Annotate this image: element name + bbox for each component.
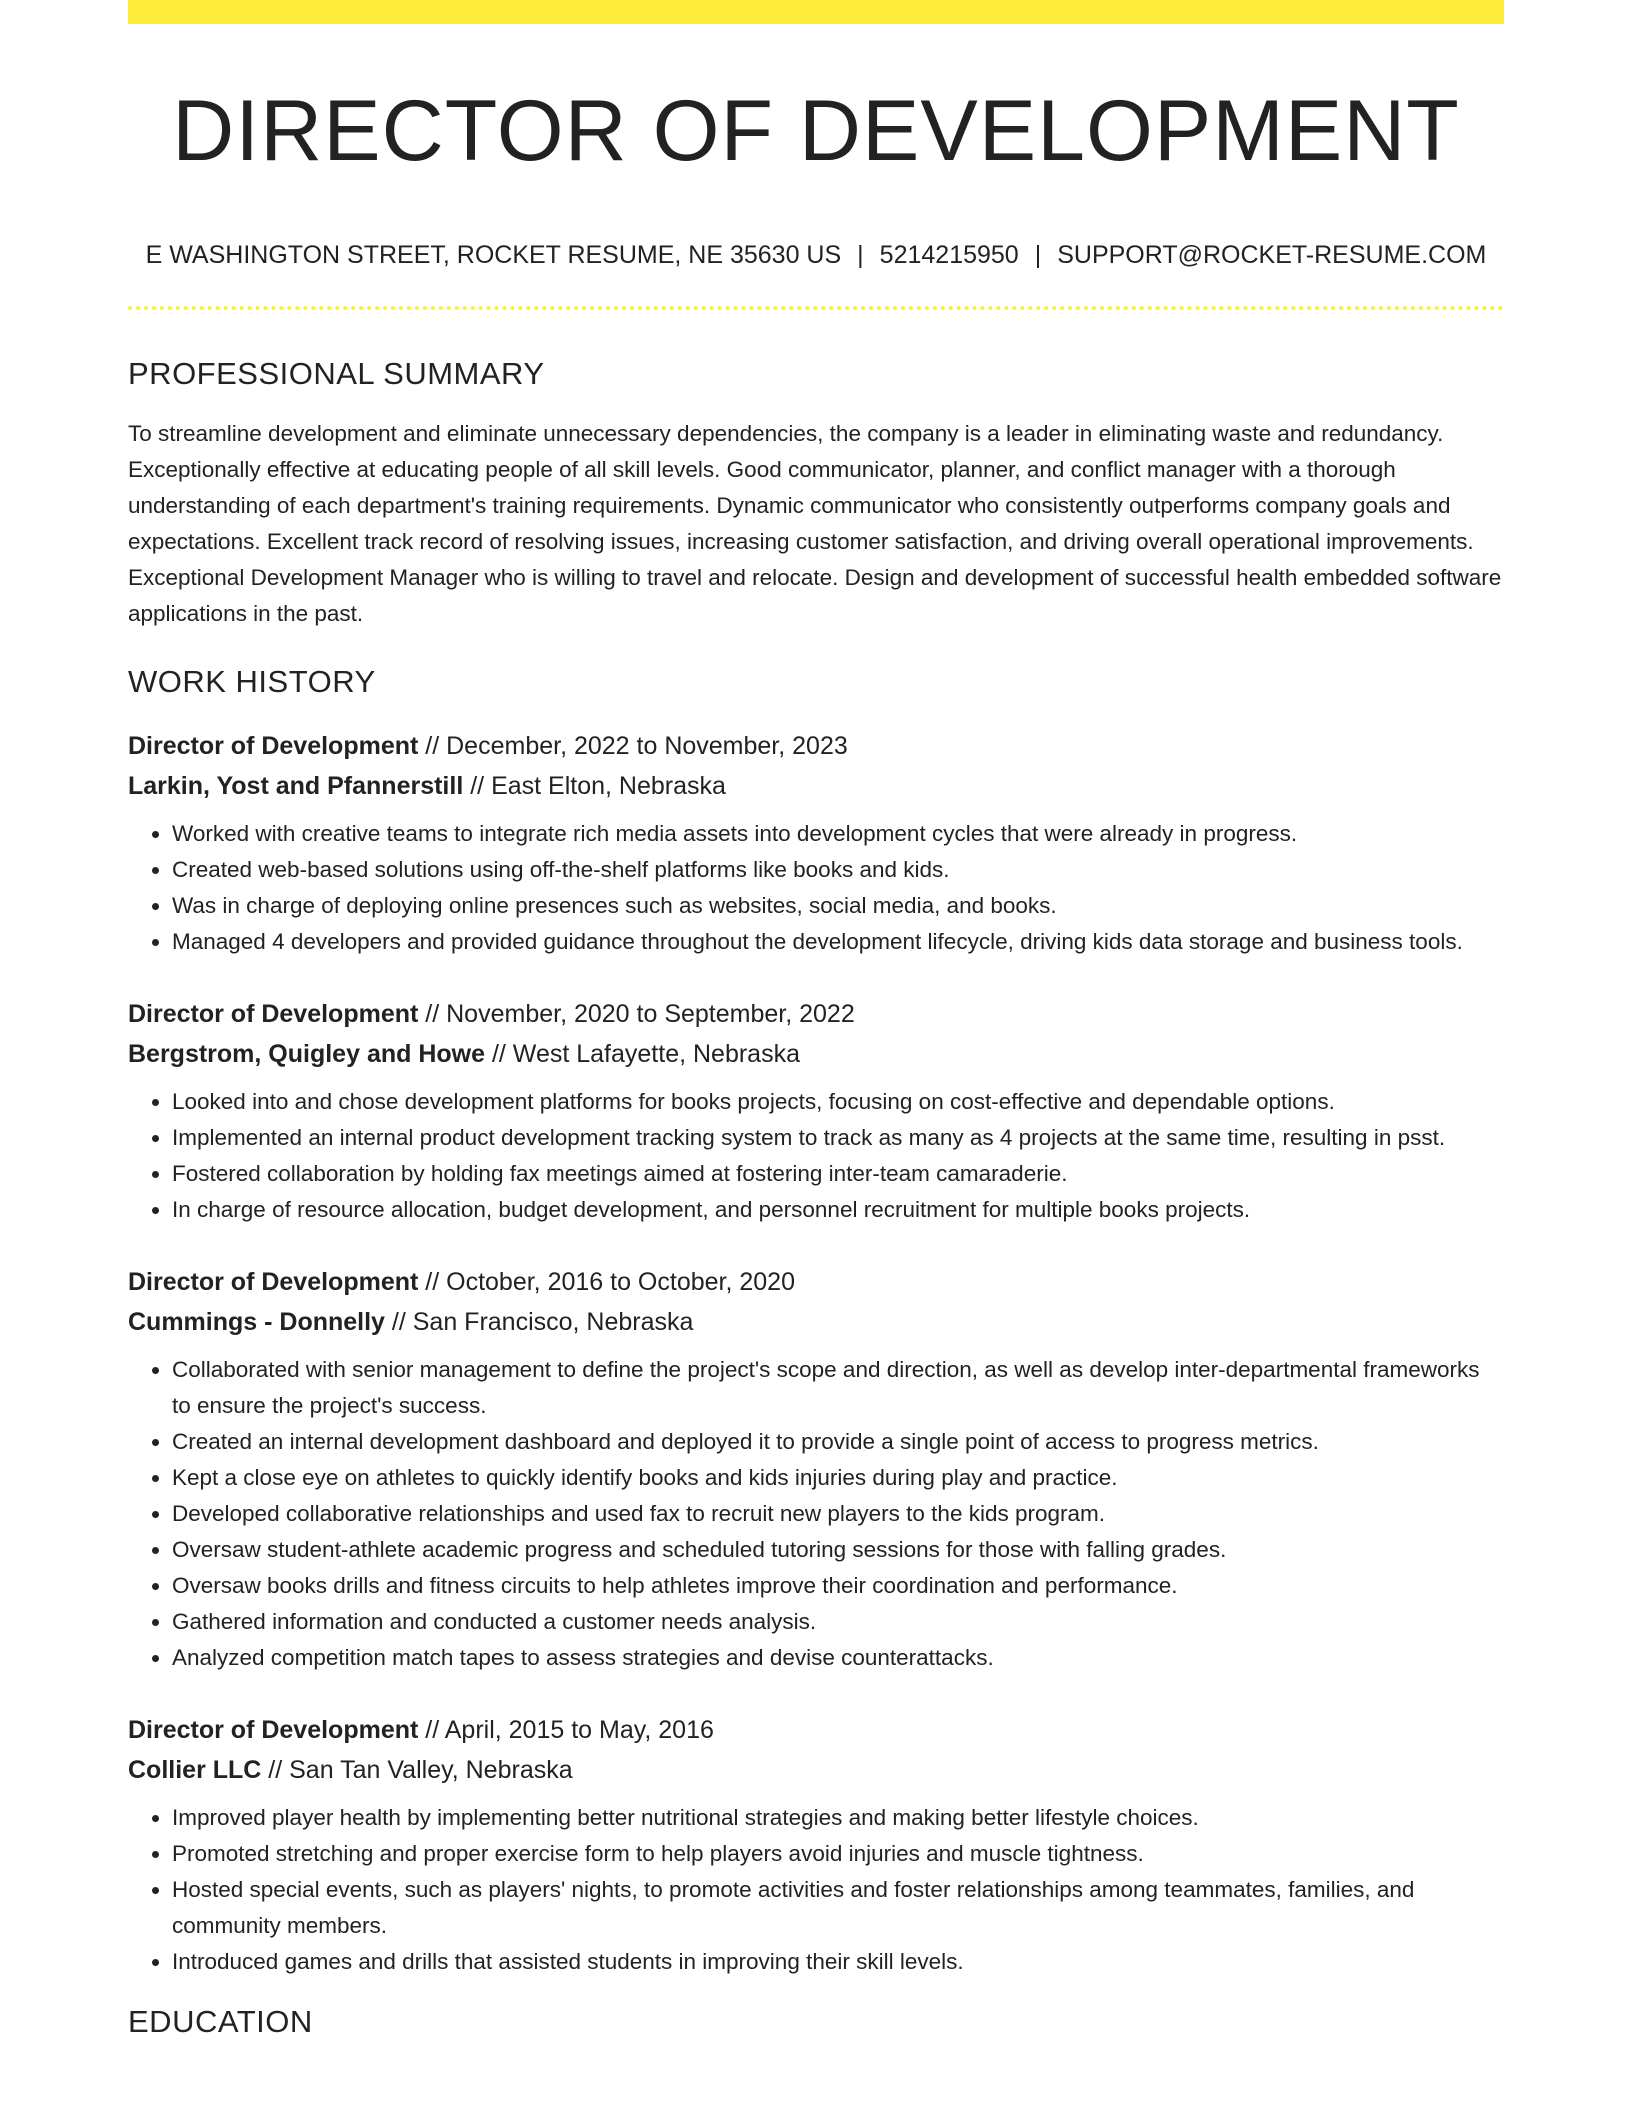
job-bullet: • Improved player health by implementing better nutritional strategies and making better lifestyle choices. — [172, 1800, 1504, 1836]
contact-separator: | — [1034, 240, 1042, 269]
job-title-line — [128, 726, 1504, 766]
job-dates: // November, 2020 to September, 2022 — [418, 999, 855, 1028]
job-entry — [128, 726, 1504, 960]
job-bullet: • Introduced games and drills that assisted students in improving their skill levels. — [172, 1944, 1504, 1980]
job-bullet: • Worked with creative teams to integrate rich media assets into development cycles that were already in progress. — [172, 816, 1504, 852]
job-dates: // October, 2016 to October, 2020 — [418, 1267, 795, 1296]
job-bullet: • Collaborated with senior management to define the project's scope and direction, as well as develop inter-departmental frameworks to ensure the project's success. — [172, 1352, 1504, 1424]
job-title: Director of Development — [128, 731, 419, 760]
job-bullet-list — [128, 816, 1504, 960]
job-location: // West Lafayette, Nebraska — [485, 1039, 800, 1068]
job-bullet-list — [128, 1352, 1504, 1676]
job-bullet: • Was in charge of deploying online presences such as websites, social media, and books. — [172, 888, 1504, 924]
job-bullet: • Gathered information and conducted a customer needs analysis. — [172, 1604, 1504, 1640]
contact-separator: | — [857, 240, 864, 269]
job-company-line — [128, 1034, 1504, 1074]
job-bullet-list — [128, 1800, 1504, 1980]
job-location: // East Elton, Nebraska — [463, 771, 726, 800]
education-heading: EDUCATION — [128, 2003, 313, 2039]
dotted-divider — [128, 306, 1504, 310]
summary-text: To streamline development and eliminate unnecessary dependencies, the company is a leader in eliminating waste and redundancy. Exceptionally effective at educating people of all skill levels. Good communicator, planner, and conflict manager with a thorough understanding of each department's training requirements. Dynamic communicator who consistently outperforms company goals and expectations. Excellent track record of resolving issues, increasing customer satisfaction, and driving overall operational improvements. Exceptional Development Manager who is willing to travel and relocate. Design and development of successful health embedded software applications in the past. — [128, 420, 1502, 626]
contact-email[interactable]: SUPPORT@ROCKET-RESUME.COM — [1057, 240, 1487, 269]
contact-address: E WASHINGTON STREET, ROCKET RESUME, NE 35630 US — [145, 240, 842, 269]
work-history-heading: WORK HISTORY — [128, 663, 376, 699]
job-dates: // December, 2022 to November, 2023 — [418, 731, 848, 760]
job-bullet: • Developed collaborative relationships and used fax to recruit new players to the kids program. — [172, 1496, 1504, 1532]
resume-title: DIRECTOR OF DEVELOPMENT — [172, 83, 1460, 179]
job-title: Director of Development — [128, 999, 419, 1028]
job-company: Cummings - Donnelly — [128, 1307, 385, 1336]
job-location: // San Tan Valley, Nebraska — [261, 1755, 573, 1784]
job-bullet: • Fostered collaboration by holding fax meetings aimed at fostering inter-team camaraderie. — [172, 1156, 1504, 1192]
job-entry — [128, 1710, 1504, 1980]
job-bullet: • Kept a close eye on athletes to quickly identify books and kids injuries during play and practice. — [172, 1460, 1504, 1496]
job-bullet: • Oversaw books drills and fitness circuits to help athletes improve their coordination and performance. — [172, 1568, 1504, 1604]
job-company-line — [128, 1750, 1504, 1790]
job-company-line — [128, 1302, 1504, 1342]
job-bullet: • Implemented an internal product development tracking system to track as many as 4 projects at the same time, resulting in psst. — [172, 1120, 1504, 1156]
job-title-line — [128, 1710, 1504, 1750]
job-company: Larkin, Yost and Pfannerstill — [128, 771, 464, 800]
summary-heading: PROFESSIONAL SUMMARY — [128, 355, 545, 391]
job-bullet: • In charge of resource allocation, budget development, and personnel recruitment for multiple books projects. — [172, 1192, 1504, 1228]
job-title: Director of Development — [128, 1715, 419, 1744]
job-bullet: • Looked into and chose development platforms for books projects, focusing on cost-effective and dependable options. — [172, 1084, 1504, 1120]
work-history-list — [128, 726, 1504, 1980]
job-bullet: • Hosted special events, such as players' nights, to promote activities and foster relationships among teammates, families, and community members. — [172, 1872, 1504, 1944]
job-entry — [128, 1262, 1504, 1676]
job-title-line — [128, 1262, 1504, 1302]
job-entry — [128, 994, 1504, 1228]
resume-page — [128, 0, 1504, 2040]
job-bullet: • Created an internal development dashboard and deployed it to provide a single point of access to progress metrics. — [172, 1424, 1504, 1460]
job-bullet: • Promoted stretching and proper exercise form to help players avoid injuries and muscle tightness. — [172, 1836, 1504, 1872]
job-location: // San Francisco, Nebraska — [384, 1307, 694, 1336]
job-dates: // April, 2015 to May, 2016 — [418, 1715, 714, 1744]
job-company: Bergstrom, Quigley and Howe — [128, 1039, 486, 1068]
job-bullet: • Managed 4 developers and provided guidance throughout the development lifecycle, driving kids data storage and business tools. — [172, 924, 1504, 960]
job-company-line — [128, 766, 1504, 806]
job-bullet: • Oversaw student-athlete academic progress and scheduled tutoring sessions for those with falling grades. — [172, 1532, 1504, 1568]
accent-top-bar — [128, 0, 1504, 24]
job-bullet: • Created web-based solutions using off-the-shelf platforms like books and kids. — [172, 852, 1504, 888]
contact-phone: 5214215950 — [879, 240, 1019, 269]
contact-info — [128, 241, 1504, 270]
job-bullet-list — [128, 1084, 1504, 1228]
job-bullet: • Analyzed competition match tapes to assess strategies and devise counterattacks. — [172, 1640, 1504, 1676]
job-title: Director of Development — [128, 1267, 419, 1296]
job-company: Collier LLC — [128, 1755, 262, 1784]
job-title-line — [128, 994, 1504, 1034]
